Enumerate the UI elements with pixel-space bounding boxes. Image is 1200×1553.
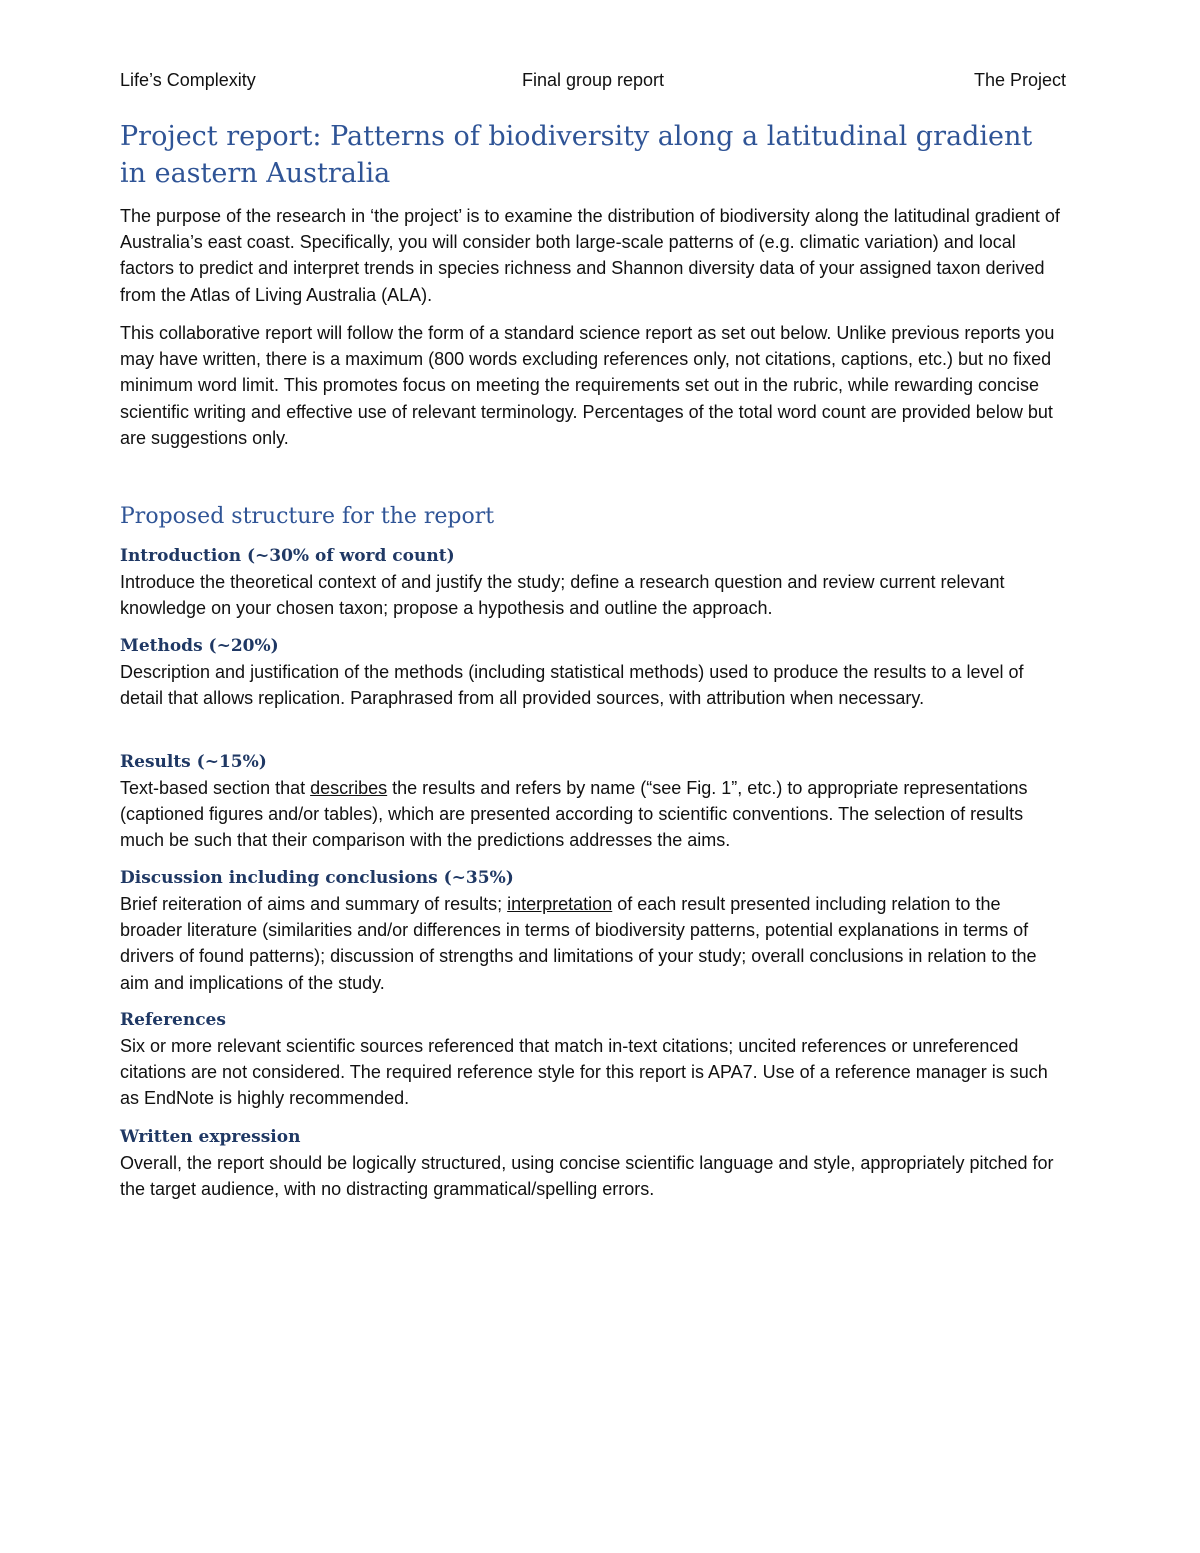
section-body-methods: Description and justification of the methods (including statistical methods) used to produce the results to a level of detail that allows replication. Paraphrased from all provided sources, with attribution when necessary.: [120, 662, 1024, 709]
header-project-name: The Project: [973, 70, 1066, 90]
section-heading-references: References: [120, 1010, 226, 1030]
section-body-references: Six or more relevant scientific sources referenced that match in-text citations; uncited references or unreferenced citations are not considered. The required reference style for this report is APA7. Use of a reference manager is such as EndNote is highly recommended.: [120, 1036, 1048, 1109]
document-title: Project report: Patterns of biodiversity along a latitudinal gradient in eastern Australia: [120, 121, 1033, 189]
section-heading-methods: Methods (~20%): [120, 636, 279, 656]
section-heading-results: Results (~15%): [120, 752, 267, 772]
section-heading-written-expression: Written expression: [120, 1127, 301, 1147]
section-body-written-expression: Overall, the report should be logically structured, using concise scientific language and style, appropriately pitched for the target audience, with no distracting grammatical/spelling errors.: [120, 1153, 1054, 1200]
discussion-emphasis-interpretation: interpretation: [507, 894, 613, 914]
results-emphasis-describes: describes: [310, 778, 388, 798]
discussion-text-pre: Brief reiteration of aims and summary of results;: [120, 894, 508, 914]
section-references: [120, 1007, 1066, 1112]
section-discussion: [120, 865, 1066, 996]
intro-paragraph-format: This collaborative report will follow the form of a standard science report as set out below. Unlike previous reports you may have written, there is a maximum (800 words excluding references only, not citations, captions, etc.) but no fixed minimum word limit. This promotes focus on meeting the requirements set out in the rubric, while rewarding concise scientific writing and effective use of relevant terminology. Percentages of the total word count are provided below but are suggestions only.: [120, 323, 1055, 448]
running-header: [120, 70, 1066, 94]
section-methods: [120, 633, 1066, 711]
results-text-post: the results and refers by name (“see Fig. 1”, etc.) to appropriate representations (captioned figures and/or tables), which are presented according to scientific conventions. The selection of results much be such that their comparison with the predictions addresses the aims.: [120, 778, 1028, 851]
intro-paragraph-purpose: The purpose of the research in ‘the project’ is to examine the distribution of biodiversity along the latitudinal gradient of Australia’s east coast. Specifically, you will consider both large-scale patterns of (e.g. climatic variation) and local factors to predict and interpret trends in species richness and Shannon diversity data of your assigned taxon derived from the Atlas of Living Australia (ALA).: [120, 206, 1060, 305]
results-text-pre: Text-based section that: [120, 778, 311, 798]
section-body-results: [120, 775, 1066, 854]
section-body-introduction: Introduce the theoretical context of and justify the study; define a research question and review current relevant knowledge on your chosen taxon; propose a hypothesis and outline the approach.: [120, 572, 1005, 619]
section-heading-discussion: Discussion including conclusions (~35%): [120, 868, 514, 888]
section-results: [120, 749, 1066, 854]
section-written-expression: [120, 1124, 1066, 1202]
section-introduction: [120, 543, 1066, 621]
section-body-discussion: [120, 891, 1066, 996]
structure-heading: Proposed structure for the report: [120, 504, 495, 529]
header-report-type: Final group report: [521, 70, 665, 90]
header-course-name: Life’s Complexity: [120, 70, 256, 90]
section-heading-introduction: Introduction (~30% of word count): [120, 546, 455, 566]
discussion-text-post: of each result presented including relation to the broader literature (similarities and/or differences in terms of biodiversity patterns, potential explanations in terms of drivers of found patterns); discussion of strengths and limitations of your study; overall conclusions in relation to the aim and implications of the study.: [120, 894, 1037, 993]
